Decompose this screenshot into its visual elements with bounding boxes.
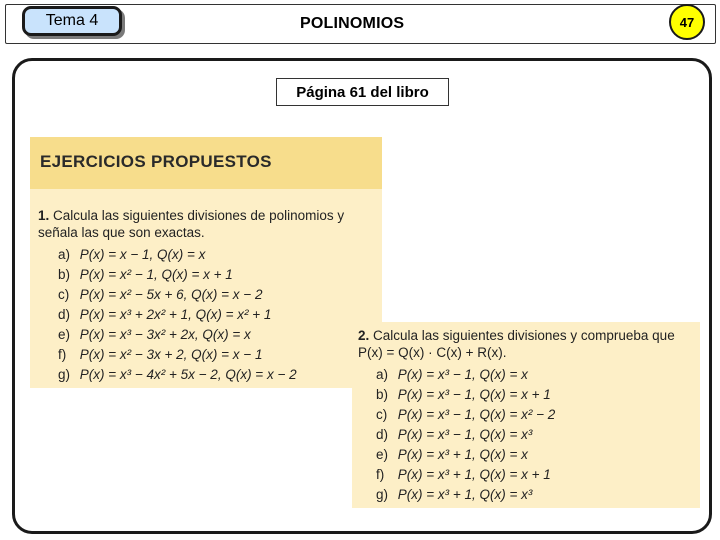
list-item <box>58 307 271 322</box>
exercise-1-text: Calcula las siguientes divisiones de polinomios y señala las que son exactas. <box>38 208 345 240</box>
list-item <box>58 267 233 282</box>
item-expression: P(x) = x³ − 4x² + 5x − 2, Q(x) = x − 2 <box>79 367 297 382</box>
tema-badge: Tema 4 <box>22 6 122 36</box>
item-expression: P(x) = x² − 3x + 2, Q(x) = x − 1 <box>79 347 263 362</box>
list-item <box>58 247 205 262</box>
item-expression: P(x) = x³ + 1, Q(x) = x³ <box>397 487 533 502</box>
page-number-badge: 47 <box>669 4 705 40</box>
item-expression: P(x) = x³ + 2x² + 1, Q(x) = x² + 1 <box>79 307 272 322</box>
exercise-2-box <box>352 322 700 508</box>
exercise-2-question <box>358 327 698 361</box>
list-item <box>58 287 262 302</box>
item-label: c) <box>58 287 70 302</box>
item-expression: P(x) = x³ − 1, Q(x) = x + 1 <box>397 387 551 402</box>
item-label: b) <box>58 267 71 282</box>
exercise-1-number: 1. <box>38 208 50 223</box>
list-item <box>376 447 528 462</box>
item-label: f) <box>376 467 385 482</box>
item-expression: P(x) = x³ − 1, Q(x) = x² − 2 <box>397 407 556 422</box>
exercise-heading-band <box>30 137 382 189</box>
item-label: f) <box>58 347 67 362</box>
exercise-1-question <box>38 207 380 241</box>
item-expression: P(x) = x³ − 1, Q(x) = x³ <box>397 427 533 442</box>
list-item <box>376 427 532 442</box>
item-label: a) <box>376 367 389 382</box>
item-label: a) <box>58 247 71 262</box>
item-label: e) <box>376 447 389 462</box>
list-item <box>376 367 528 382</box>
exercise-1-box <box>30 137 382 388</box>
item-label: b) <box>376 387 389 402</box>
item-expression: P(x) = x² − 5x + 6, Q(x) = x − 2 <box>79 287 263 302</box>
item-expression: P(x) = x³ − 3x² + 2x, Q(x) = x <box>79 327 251 342</box>
item-expression: P(x) = x³ − 1, Q(x) = x <box>397 367 528 382</box>
item-label: d) <box>376 427 389 442</box>
exercise-2-number: 2. <box>358 328 370 343</box>
item-label: c) <box>376 407 388 422</box>
item-label: d) <box>58 307 71 322</box>
list-item <box>58 347 262 362</box>
item-label: g) <box>58 367 71 382</box>
exercise-2-text: Calcula las siguientes divisiones y comprueba que P(x) = Q(x) · C(x) + R(x). <box>358 328 675 360</box>
item-label: e) <box>58 327 71 342</box>
list-item <box>58 367 297 382</box>
list-item <box>376 407 555 422</box>
item-label: g) <box>376 487 389 502</box>
item-expression: P(x) = x − 1, Q(x) = x <box>79 247 206 262</box>
list-item <box>376 467 551 482</box>
exercise-heading: EJERCICIOS PROPUESTOS <box>40 152 272 171</box>
book-reference: Página 61 del libro <box>276 78 449 106</box>
item-expression: P(x) = x³ + 1, Q(x) = x <box>397 447 528 462</box>
page-title: POLINOMIOS <box>300 15 405 32</box>
list-item <box>58 327 251 342</box>
item-expression: P(x) = x³ + 1, Q(x) = x + 1 <box>397 467 551 482</box>
list-item <box>376 387 551 402</box>
list-item <box>376 487 532 502</box>
item-expression: P(x) = x² − 1, Q(x) = x + 1 <box>79 267 233 282</box>
